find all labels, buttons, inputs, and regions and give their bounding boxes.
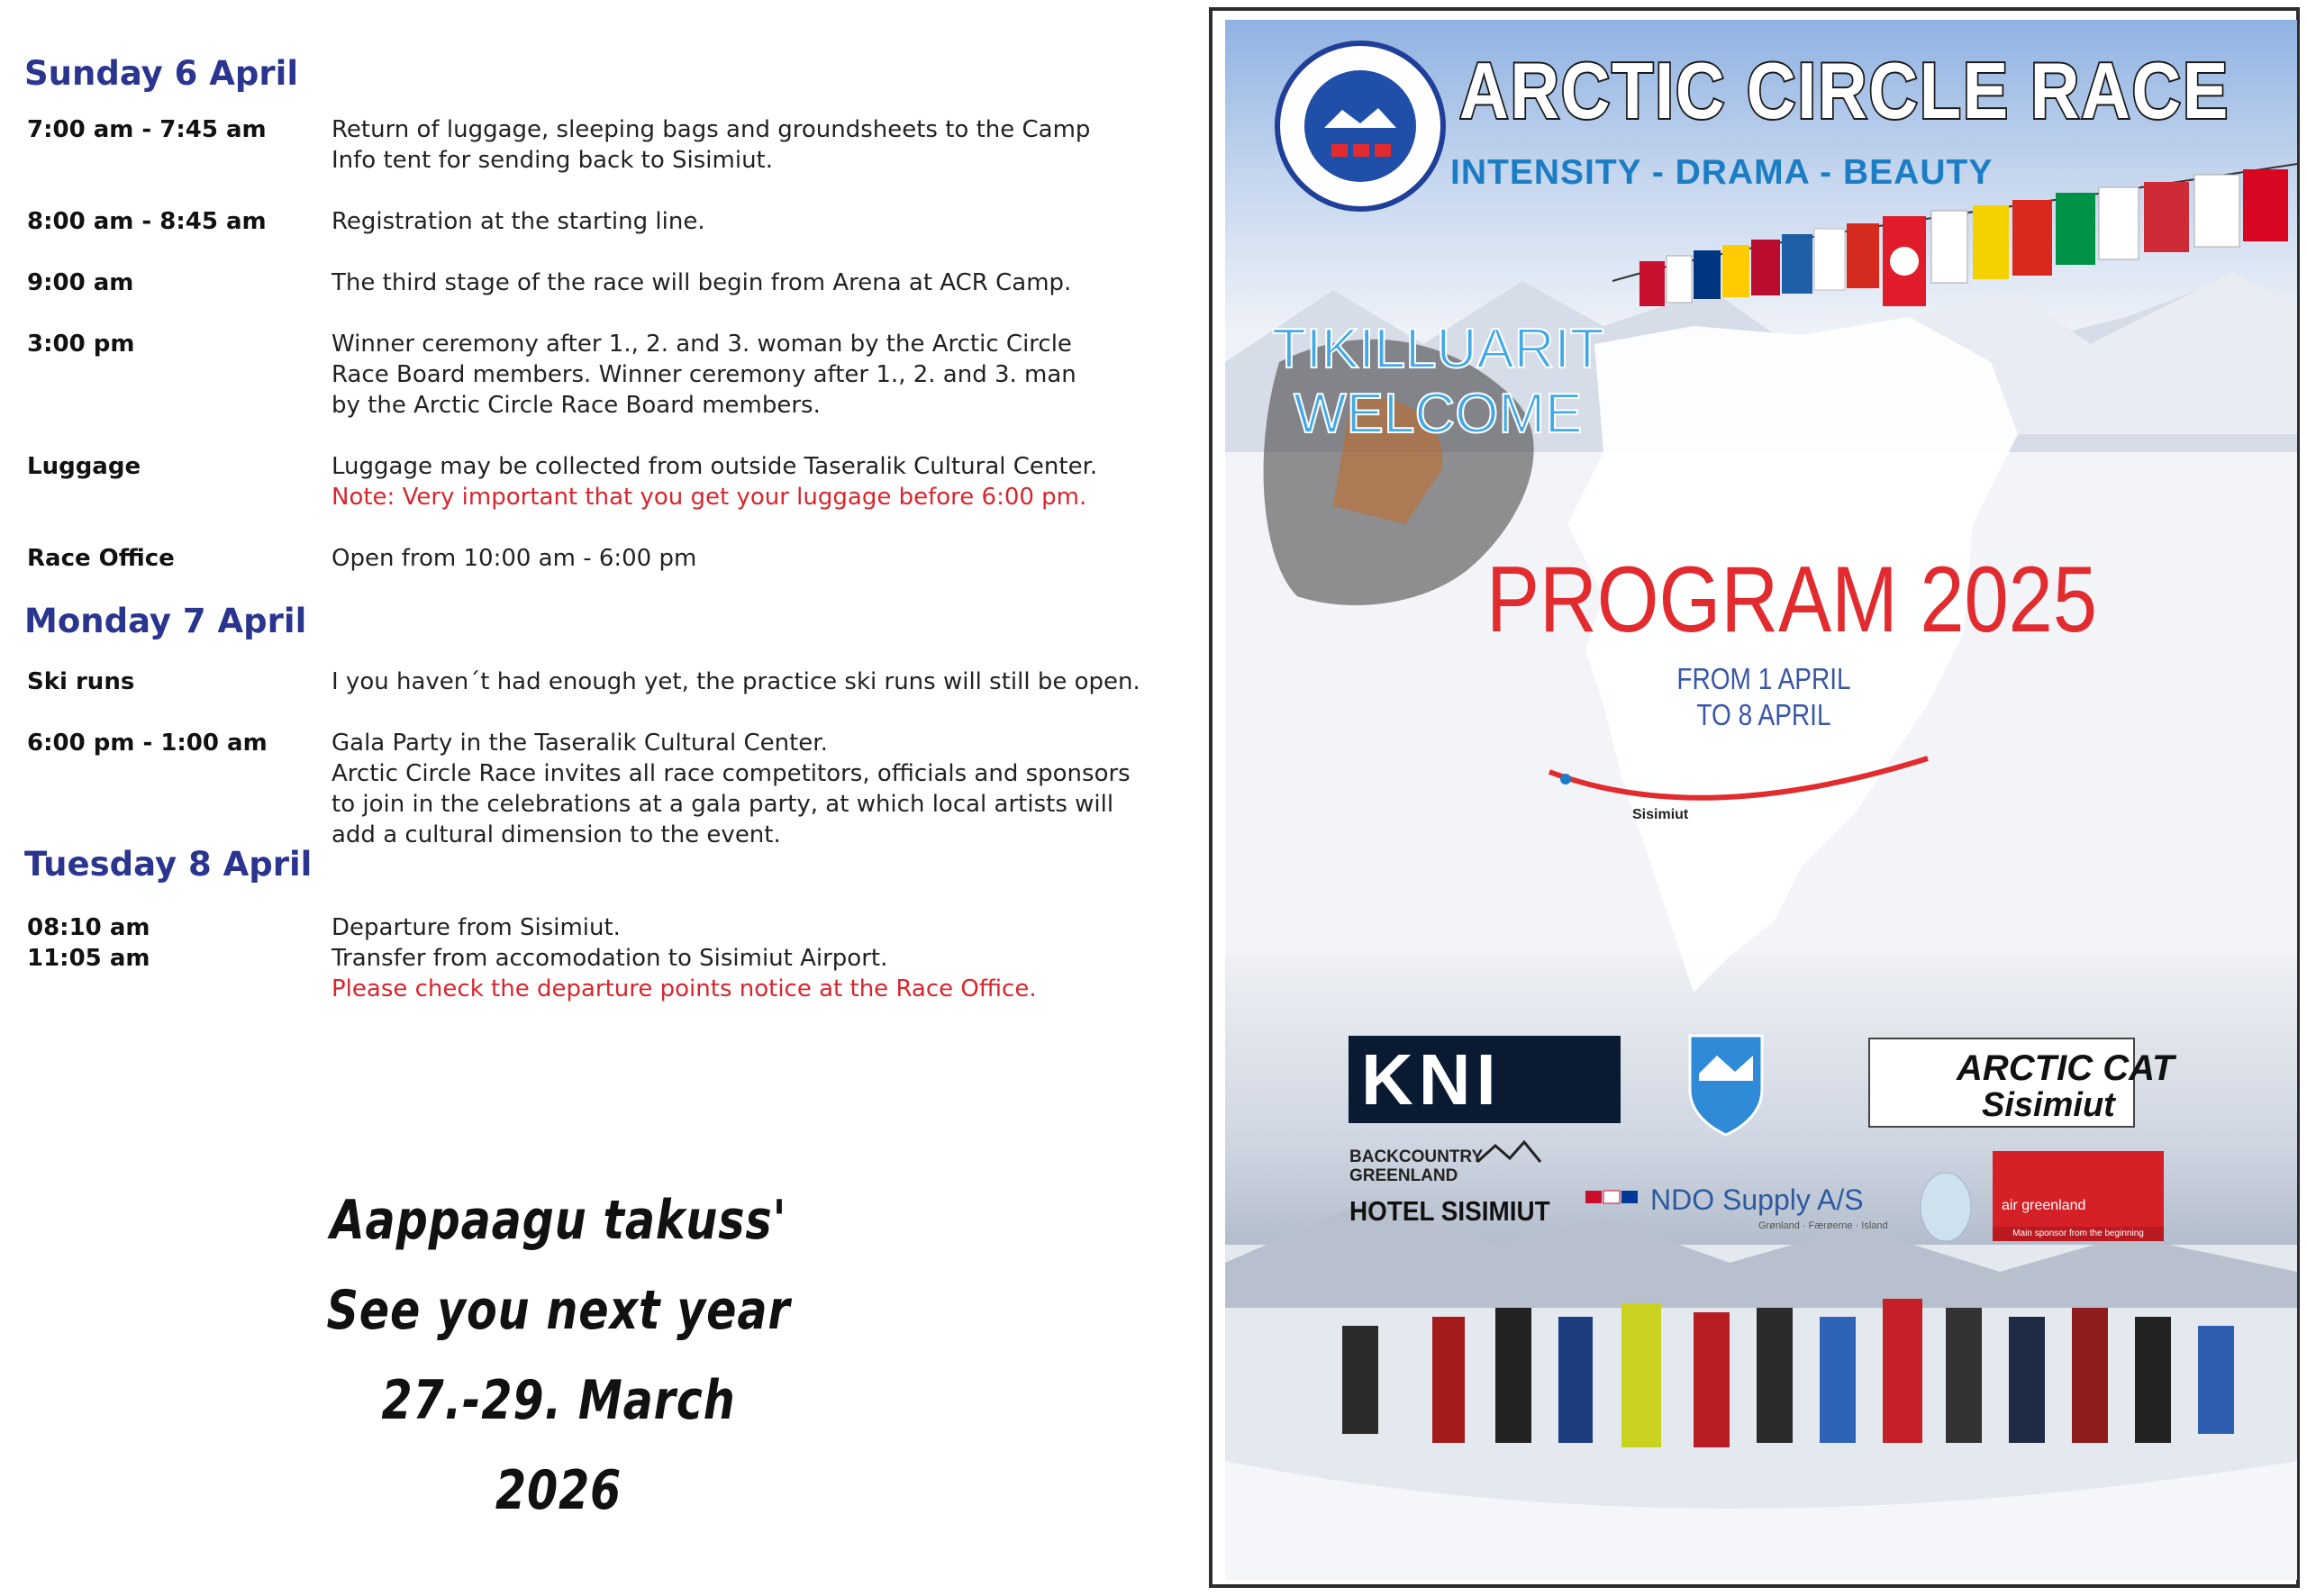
- day-heading-monday: Monday 7 April: [24, 602, 307, 640]
- schedule-text: Winner ceremony after 1., 2. and 3. woman by the Arctic Circle Race Board members. Winner ceremony after 1., 2. and 3. man by the Arctic Circle Race Board members.: [332, 331, 1076, 419]
- arctic-cat-name: ARCTIC CAT: [1957, 1048, 2175, 1088]
- schedule-text: Transfer from accomodation to Sisimiut Airport. Please check the departure points notice at the Race Office.: [332, 943, 1142, 1004]
- schedule-label: Luggage: [27, 453, 141, 480]
- schedule-time: 6:00 pm - 1:00 am: [27, 730, 268, 757]
- backcountry-logo: [1477, 1142, 1540, 1162]
- ndo-droplet: [1921, 1173, 1971, 1241]
- map-label-sisimiut: Sisimiut: [1632, 807, 1689, 822]
- hotel-sisimiut: HOTEL SISIMIUT: [1349, 1195, 1550, 1227]
- air-greenland-logo: [1993, 1151, 2164, 1241]
- flag-greenland: [1585, 1191, 1602, 1203]
- schedule-text: Return of luggage, sleeping bags and groundsheets to the Camp Info tent for sending back to Sisimiut.: [332, 116, 1091, 174]
- flag-iceland: [1621, 1191, 1638, 1203]
- schedule-text: Gala Party in the Taseralik Cultural Center. Arctic Circle Race invites all race competitors, officials and sponsors to join in the celebrations at a gala party, at which local artists will add a cultural dimension to the event.: [332, 730, 1131, 848]
- program-dates: FROM 1 APRIL TO 8 APRIL: [1676, 662, 1851, 731]
- flag-faroe: [1603, 1191, 1620, 1203]
- schedule-text: I you haven´t had enough yet, the practice ski runs will still be open.: [332, 668, 1140, 695]
- backcountry-text: BACKCOUNTRY GREENLAND: [1349, 1147, 1484, 1185]
- welcome-text: TIKILLUARIT WELCOME: [1272, 318, 1604, 445]
- schedule-time: 7:00 am - 7:45 am: [27, 116, 267, 143]
- schedule-text: Open from 10:00 am - 6:00 pm: [332, 545, 697, 572]
- day-heading-sunday: Sunday 6 April: [24, 54, 299, 93]
- program-title: PROGRAM 2025: [1486, 548, 2097, 652]
- poster: [1225, 20, 2297, 1580]
- schedule-text: Registration at the starting line.: [332, 208, 705, 235]
- schedule-time: 8:00 am - 8:45 am: [27, 208, 267, 235]
- arctic-cat-city: Sisimiut: [1982, 1086, 2115, 1124]
- poster-tagline: INTENSITY - DRAMA - BEAUTY: [1450, 153, 1994, 192]
- schedule-time: 11:05 am: [27, 945, 150, 972]
- luggage-note: Note: Very important that you get your luggage before 6:00 pm.: [332, 484, 1087, 511]
- farewell-message: Aappaagu takuss' See you next year 27.-29. March 2026: [326, 1189, 791, 1522]
- schedule-label: Ski runs: [27, 668, 135, 695]
- poster-artwork: [1225, 20, 2297, 1580]
- schedule-time: 08:10 am: [27, 914, 150, 941]
- schedule-label: Race Office: [27, 545, 175, 572]
- kni-logo: KNI: [1349, 1036, 1621, 1123]
- arctic-cat-sponsor: [1868, 1038, 2175, 1128]
- air-greenland-sub: Main sponsor from the beginning: [1993, 1227, 2164, 1241]
- coat-of-arms: [1690, 1036, 1762, 1135]
- schedule-text: Luggage may be collected from outside Taseralik Cultural Center. Note: Very important that you get your luggage before 6:00 pm.: [332, 451, 1142, 512]
- poster-title: ARCTIC CIRCLE RACE: [1459, 46, 2230, 135]
- day-heading-tuesday: Tuesday 8 April: [24, 845, 313, 884]
- air-greenland-name: air greenland: [2002, 1198, 2086, 1213]
- schedule-time: 3:00 pm: [27, 331, 135, 358]
- sisimiut-dot: [1560, 774, 1571, 784]
- schedule-text: Departure from Sisimiut.: [332, 914, 621, 941]
- departure-note: Please check the departure points notice at the Race Office.: [332, 975, 1037, 1002]
- schedule-time: 9:00 am: [27, 269, 134, 296]
- schedule-text: The third stage of the race will begin from Arena at ACR Camp.: [332, 269, 1072, 296]
- ndo-supply: NDO Supply A/S: [1650, 1183, 1864, 1216]
- ndo-supply-sub: Grønland · Færøerne · Island: [1758, 1220, 1888, 1231]
